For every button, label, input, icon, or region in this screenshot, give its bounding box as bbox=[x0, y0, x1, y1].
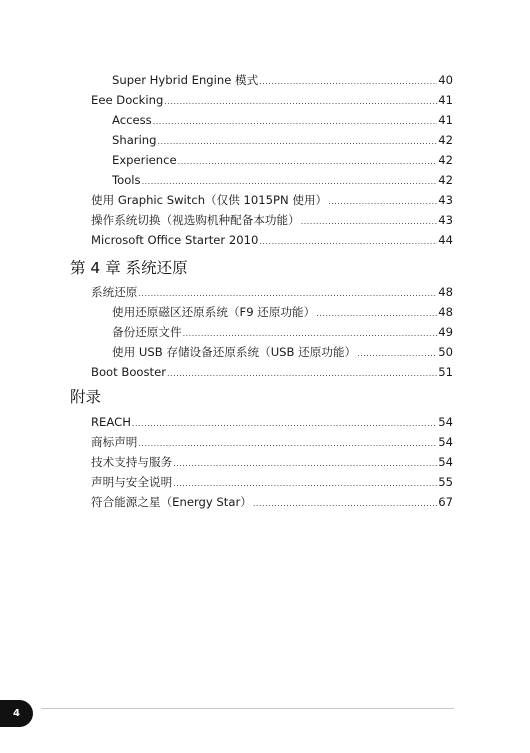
toc-entry-reach bbox=[91, 414, 453, 432]
toc-entry-title: 符合能源之星（Energy Star） bbox=[91, 495, 252, 509]
toc-entry-sharing bbox=[112, 132, 453, 150]
toc-entry-title: Sharing bbox=[112, 133, 157, 147]
toc-entry-title: 使用 USB 存储设备还原系统（USB 还原功能） bbox=[112, 345, 357, 359]
toc-entry-os-switch bbox=[91, 212, 453, 230]
toc-entry-f9-restore bbox=[112, 304, 453, 322]
toc-entry-title: REACH bbox=[91, 415, 131, 429]
leader-dots bbox=[183, 326, 438, 342]
toc-entry-access bbox=[112, 112, 453, 130]
toc-entry-page: 43 bbox=[438, 213, 453, 227]
toc-entry-title: Boot Booster bbox=[91, 365, 166, 379]
toc-entry-page: 40 bbox=[438, 73, 453, 87]
toc-entry-title: 技术支持与服务 bbox=[91, 455, 173, 469]
toc-entry-title: 备份还原文件 bbox=[112, 325, 182, 339]
toc-entry-backup-restore-files bbox=[112, 324, 453, 342]
toc-entry-page: 43 bbox=[438, 193, 453, 207]
leader-dots bbox=[153, 114, 438, 130]
toc-entry-tools bbox=[112, 172, 453, 190]
toc-entry-energy-star bbox=[91, 494, 453, 512]
leader-dots bbox=[259, 74, 437, 90]
toc-entry-safety bbox=[91, 474, 453, 492]
leader-dots bbox=[138, 286, 437, 302]
leader-dots bbox=[357, 346, 437, 362]
chapter-4-heading: 第 4 章 系统还原 bbox=[70, 259, 188, 277]
toc-entry-super-hybrid-engine bbox=[112, 72, 453, 90]
toc-entry-page: 44 bbox=[438, 233, 453, 247]
leader-dots bbox=[142, 174, 438, 190]
toc-entry-title: Tools bbox=[112, 173, 141, 187]
toc-entry-page: 55 bbox=[438, 475, 453, 489]
toc-entry-eee-docking bbox=[91, 92, 453, 110]
toc-entry-page: 67 bbox=[438, 495, 453, 509]
leader-dots bbox=[164, 94, 437, 110]
toc-entry-title: Super Hybrid Engine 模式 bbox=[112, 73, 259, 87]
toc-entry-page: 50 bbox=[438, 345, 453, 359]
toc-entry-title: 商标声明 bbox=[91, 435, 138, 449]
toc-entry-title: Microsoft Office Starter 2010 bbox=[91, 233, 259, 247]
toc-entry-trademark bbox=[91, 434, 453, 452]
toc-entry-title: 操作系统切换（视选购机种配备本功能） bbox=[91, 213, 300, 227]
leader-dots bbox=[167, 366, 437, 382]
toc-entry-office-starter bbox=[91, 232, 453, 250]
leader-dots bbox=[259, 234, 437, 250]
leader-dots bbox=[173, 476, 437, 492]
toc-entry-page: 48 bbox=[438, 305, 453, 319]
toc-entry-title: Access bbox=[112, 113, 152, 127]
toc-entry-title: 使用 Graphic Switch（仅供 1015PN 使用） bbox=[91, 193, 328, 207]
leader-dots bbox=[316, 306, 437, 322]
toc-entry-support bbox=[91, 454, 453, 472]
toc-entry-usb-restore bbox=[112, 344, 453, 362]
leader-dots bbox=[173, 456, 437, 472]
toc-entry-title: 系统还原 bbox=[91, 285, 138, 299]
toc-entry-graphic-switch bbox=[91, 192, 453, 210]
toc-entry-title: 使用还原磁区还原系统（F9 还原功能） bbox=[112, 305, 316, 319]
toc-entry-system-restore bbox=[91, 284, 453, 302]
page-number-badge bbox=[0, 700, 33, 727]
toc-entry-experience bbox=[112, 152, 453, 170]
toc-entry-page: 41 bbox=[438, 113, 453, 127]
toc-entry-page: 49 bbox=[438, 325, 453, 339]
appendix-heading: 附录 bbox=[70, 388, 102, 406]
leader-dots bbox=[253, 496, 437, 512]
toc-entry-page: 42 bbox=[438, 133, 453, 147]
toc-entry-page: 48 bbox=[438, 285, 453, 299]
toc-entry-page: 54 bbox=[438, 455, 453, 469]
toc-entry-page: 41 bbox=[438, 93, 453, 107]
footer-rule bbox=[41, 708, 454, 709]
page-number: 4 bbox=[13, 708, 20, 719]
toc-entry-page: 42 bbox=[438, 173, 453, 187]
toc-entry-title: 声明与安全说明 bbox=[91, 475, 173, 489]
leader-dots bbox=[158, 134, 438, 150]
leader-dots bbox=[301, 214, 438, 230]
toc-entry-title: Eee Docking bbox=[91, 93, 164, 107]
toc-entry-title: Experience bbox=[112, 153, 177, 167]
toc-entry-boot-booster bbox=[91, 364, 453, 382]
leader-dots bbox=[132, 416, 437, 432]
leader-dots bbox=[138, 436, 437, 452]
toc-entry-page: 54 bbox=[438, 435, 453, 449]
toc-entry-page: 54 bbox=[438, 415, 453, 429]
leader-dots bbox=[178, 154, 438, 170]
leader-dots bbox=[328, 194, 437, 210]
toc-entry-page: 42 bbox=[438, 153, 453, 167]
toc-entry-page: 51 bbox=[438, 365, 453, 379]
